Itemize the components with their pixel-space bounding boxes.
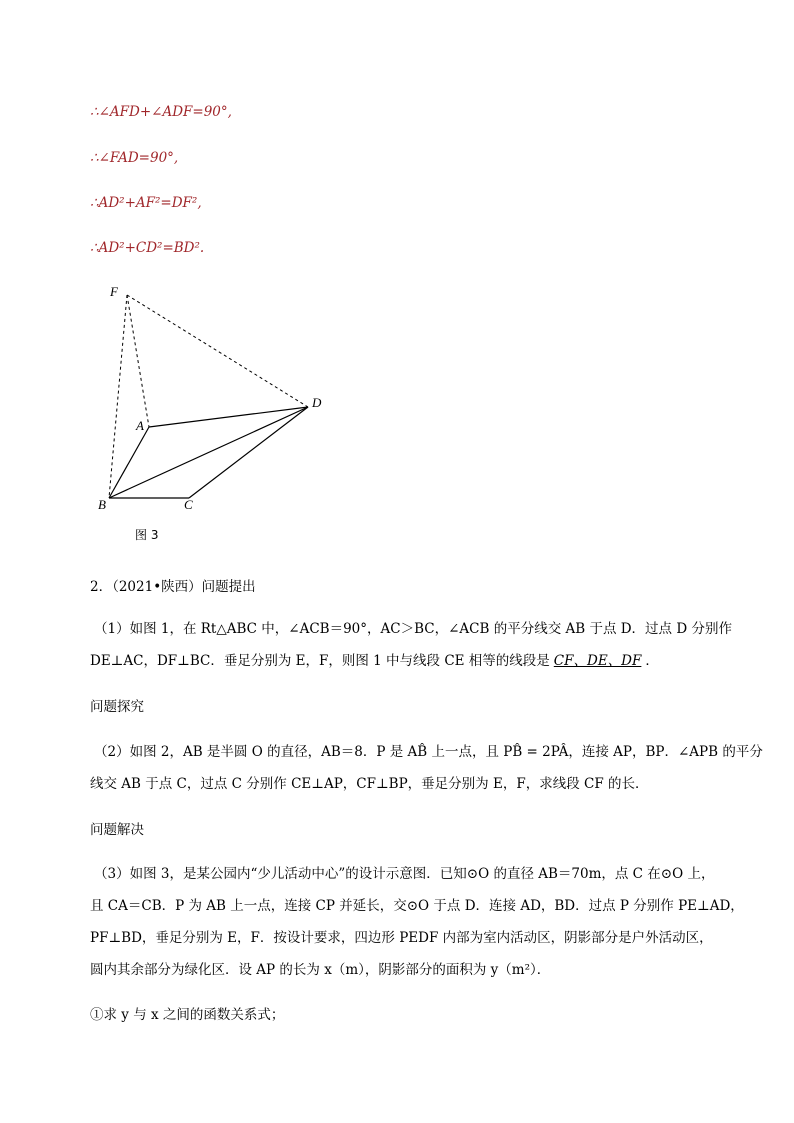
segment-FD	[127, 295, 308, 407]
segment-AB	[109, 427, 149, 498]
section-solve-title: 问题解决	[90, 822, 144, 838]
part1-line2	[90, 649, 659, 669]
question-1: ①求 y 与 x 之间的函数关系式；	[90, 1007, 285, 1023]
proof-line-2: ∴∠FAD=90°,	[90, 150, 179, 166]
part3-line2: 且 CA＝CB．P 为 AB 上一点，连接 CP 并延长，交⊙O 于点 D．连接 AD，BD．过点 P 分别作 PE⊥AD，	[90, 898, 744, 914]
segment-FA	[127, 295, 149, 427]
part3-line1: （3）如图 3，是某公园内“少儿活动中心”的设计示意图．已知⊙O 的直径 AB＝70m，点 C 在⊙O 上，	[94, 866, 715, 882]
part1-line1: （1）如图 1，在 Rt△ABC 中，∠ACB＝90°，AC＞BC，∠ACB 的平分线交 AB 于点 D．过点 D 分别作	[94, 621, 732, 637]
part1-line2-end: ．	[645, 653, 659, 669]
part3-line3: PF⊥BD，垂足分别为 E，F．按设计要求，四边形 PEDF 内部为室内活动区，阴影部分是户外活动区，	[90, 930, 713, 946]
label-B: B	[98, 497, 106, 512]
part1-answer: CF、DE、DF	[553, 653, 642, 669]
label-C: C	[184, 497, 193, 512]
proof-line-4: ∴AD²+CD²=BD².	[90, 240, 205, 256]
segment-FB	[109, 295, 127, 498]
part2-line2: 线交 AB 于点 C，过点 C 分别作 CE⊥AP，CF⊥BP，垂足分别为 E，F，求线段 CF 的长．	[90, 776, 649, 792]
figure-3-diagram	[90, 280, 350, 550]
part1-line2-text: DE⊥AC，DF⊥BC．垂足分别为 E，F，则图 1 中与线段 CE 相等的线段是	[90, 653, 550, 669]
label-F: F	[110, 284, 118, 299]
figure-caption: 图 3	[135, 528, 159, 542]
segment-AD	[149, 407, 308, 427]
section-explore-title: 问题探究	[90, 699, 144, 715]
proof-line-1: ∴∠AFD+∠ADF=90°,	[90, 104, 232, 120]
problem-header: 2．（2021•陕西）问题提出	[90, 579, 256, 595]
part2-line1: （2）如图 2，AB 是半圆 O 的直径，AB＝8．P 是 AB̂ 上一点，且 PB̂ = 2PÂ，连接 AP，BP．∠APB 的平分	[94, 744, 763, 760]
part3-line4: 圆内其余部分为绿化区．设 AP 的长为 x（m），阴影部分的面积为 y（m²）．	[90, 962, 551, 978]
proof-line-3: ∴AD²+AF²=DF²,	[90, 195, 202, 211]
segment-CD	[189, 407, 308, 498]
label-A: A	[136, 418, 144, 433]
label-D: D	[312, 395, 322, 410]
